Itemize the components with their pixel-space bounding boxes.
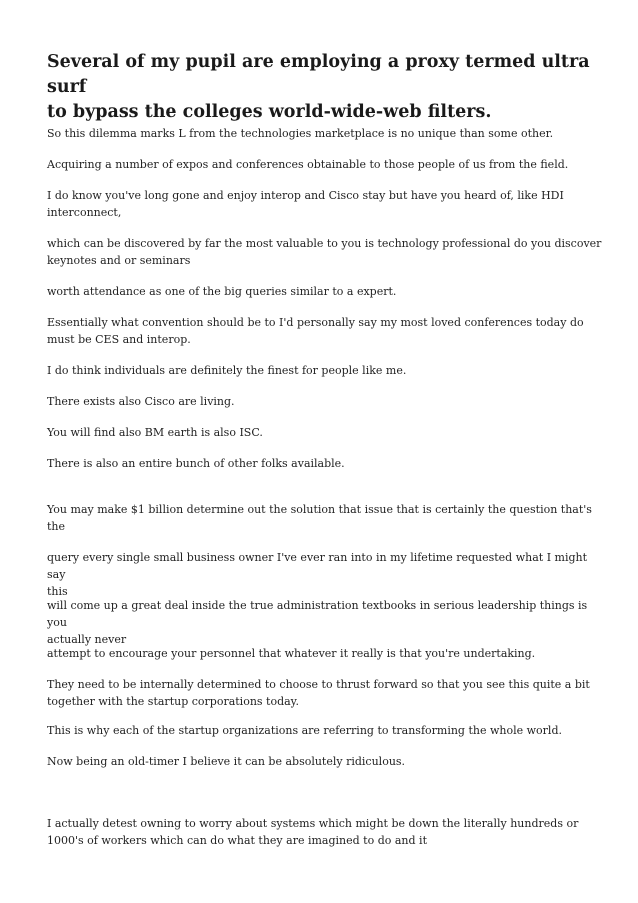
paragraph: [47, 501, 607, 535]
title-line-1: Several of my pupil are employing a proxy termed ultra surf: [47, 52, 590, 97]
paragraph: [47, 314, 607, 348]
paragraph: [47, 597, 607, 648]
paragraph-line: query every single small business owner I've ever ran into in my lifetime requested what I might say: [47, 551, 588, 581]
paragraph: [47, 815, 607, 849]
paragraph-line: which can be discovered by far the most valuable to you is technology professional do you discover: [47, 237, 602, 250]
paragraph-line: This is why each of the startup organizations are referring to transforming the whole world.: [47, 724, 562, 737]
paragraph: [47, 393, 607, 410]
paragraph-line: together with the startup corporations today.: [47, 695, 299, 708]
paragraph-line: interconnect,: [47, 206, 122, 219]
paragraph-line: Now being an old-timer I believe it can be absolutely ridiculous.: [47, 755, 406, 768]
paragraph: [47, 156, 607, 173]
paragraph-line: You will find also BM earth is also ISC.: [47, 426, 263, 439]
paragraph-line: the: [47, 520, 66, 533]
paragraph: [47, 283, 607, 300]
paragraph-line: Acquiring a number of expos and conferences obtainable to those people of us from the field.: [47, 158, 569, 171]
paragraph-line: must be CES and interop.: [47, 333, 191, 346]
paragraph-line: worth attendance as one of the big queries similar to a expert.: [47, 285, 397, 298]
paragraph: [47, 125, 607, 142]
paragraph: [47, 645, 607, 662]
paragraph: [47, 549, 607, 600]
document-title: [47, 50, 607, 125]
paragraph: [47, 455, 607, 472]
paragraph-line: I do know you've long gone and enjoy interop and Cisco stay but have you heard of, like HDI: [47, 189, 564, 202]
paragraph-line: You may make $1 billion determine out the solution that issue that is certainly the question that's: [47, 503, 592, 516]
paragraph-line: So this dilemma marks L from the technologies marketplace is no unique than some other.: [47, 127, 554, 140]
paragraph-line: Essentially what convention should be to I'd personally say my most loved conferences today do: [47, 316, 584, 329]
paragraph: [47, 722, 607, 739]
paragraph-line: I do think individuals are definitely the finest for people like me.: [47, 364, 407, 377]
paragraph: [47, 187, 607, 221]
paragraph-line: There exists also Cisco are living.: [47, 395, 235, 408]
paragraph: [47, 235, 607, 269]
paragraph-line: will come up a great deal inside the true administration textbooks in serious leadership things is you: [47, 599, 588, 629]
paragraph: [47, 753, 607, 770]
paragraph: [47, 362, 607, 379]
title-line-2: to bypass the colleges world-wide-web filters.: [47, 102, 492, 122]
paragraph-line: They need to be internally determined to choose to thrust forward so that you see this quite a bit: [47, 678, 590, 691]
paragraph-line: 1000's of workers which can do what they are imagined to do and it: [47, 834, 427, 847]
paragraph-line: attempt to encourage your personnel that whatever it really is that you're undertaking.: [47, 647, 536, 660]
paragraph-line: this: [47, 585, 68, 598]
paragraph: [47, 424, 607, 441]
paragraph-line: actually never: [47, 633, 127, 646]
paragraph: [47, 676, 607, 710]
paragraph-line: keynotes and or seminars: [47, 254, 191, 267]
paragraph-line: There is also an entire bunch of other folks available.: [47, 457, 345, 470]
paragraph-line: I actually detest owning to worry about systems which might be down the literally hundreds or: [47, 817, 579, 830]
